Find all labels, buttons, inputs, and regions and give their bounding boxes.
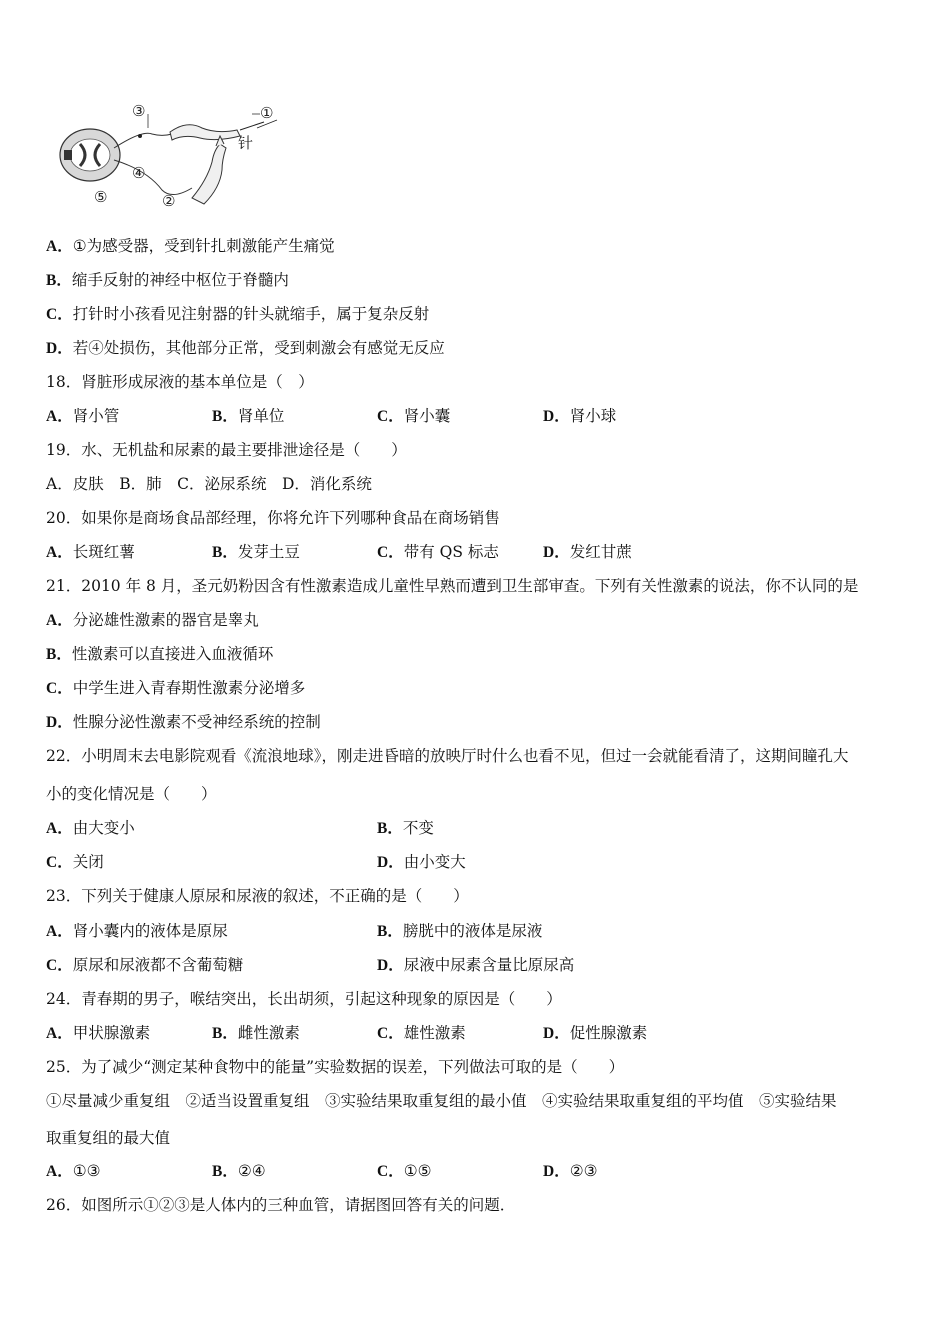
q25-choices-line2: 取重复组的最大值: [46, 1129, 171, 1147]
q17-option-a: A．①为感受器，受到针扎刺激能产生痛觉: [46, 237, 335, 255]
q25-stem: 25．为了减少“测定某种食物中的能量”实验数据的误差，下列做法可取的是（ ）: [46, 1058, 625, 1076]
reflex-arc-diagram: [52, 100, 292, 218]
q26-stem: 26．如图所示①②③是人体内的三种血管，请据图回答有关的问题．: [46, 1196, 516, 1214]
exam-page: ③ ① 针 ④ ⑤ ② A．①为感受器，受到针扎刺激能产生痛觉 B．缩手反射的神经中枢位于脊髓内 C．打针时小孩看见注射器的针头就缩手，属于复杂反射 D．若④处损伤，其他部分正常，受到刺激会有感觉无反应 18．肾脏形成尿液的基本单位是（ ） A．肾小管 B．肾单位 C．肾小囊 D．肾小球 19．水、无机盐和尿素的最主要排泄途径是（ ） A．皮肤 B．肺 C．泌尿系统 D．消化系统 20．如果你是商场食品部经理，你将允许下列哪种食品在商场销售 A．长斑红薯 B．发芽土豆 C．带有 QS 标志 D．发红甘蔗 21．2010 年 8 月，圣元奶粉因含有性激素造成儿童性早熟而遭到卫生部审查。下列有关性激素的说法，你不认同的是 A．分泌雄性激素的器官是睾丸 B．性激素可以直接进入血液循环 C．中学生进入青春期性激素分泌增多 D．性腺分泌性激素不受神经系统的控制 22．小明周末去电影院观看《流浪地球》，刚走进昏暗的放映厅时什么也看不见，但过一会就能看清了，这期间瞳孔大 小的变化情况是（ ） A．由大变小 B．不变 C．关闭 D．由小变大 23．下列关于健康人原尿和尿液的叙述，不正确的是（ ） A．肾小囊内的液体是原尿 B．膀胱中的液体是尿液 C．原尿和尿液都不含葡萄糖 D．尿液中尿素含量比原尿高 24．青春期的男子，喉结突出，长出胡须，引起这种现象的原因是（ ） A．甲状腺激素 B．雌性激素 C．雄性激素 D．促性腺激素 25．为了减少“测定某种食物中的能量”实验数据的误差，下列做法可取的是（ ） ①尽量减少重复组 ②适当设置重复组 ③实验结果取重复组的最小值 ④实验结果取重复组的平均值 ⑤实验结果 取重复组的最大值 A．①③ B．②④ C．①⑤ D．②③ 26．如图所示①②③是人体内的三种血管，请据图回答有关的问题．: [46, 102, 859, 1214]
reflex-arc-figure: [52, 100, 292, 218]
label-5: ⑤: [94, 188, 108, 206]
label-2: ②: [162, 192, 176, 210]
q17-option-c: C．打针时小孩看见注射器的针头就缩手，属于复杂反射: [46, 305, 430, 323]
label-3: ③: [132, 102, 146, 120]
q21-option-b: B．性激素可以直接进入血液循环: [46, 645, 274, 663]
q19-options: A．皮肤 B．肺 C．泌尿系统 D．消化系统: [46, 475, 372, 493]
label-4: ④: [132, 164, 146, 182]
q25-choices-line1: ①尽量减少重复组 ②适当设置重复组 ③实验结果取重复组的最小值 ④实验结果取重复组的平均值 ⑤实验结果: [46, 1092, 837, 1110]
q20-stem: 20．如果你是商场食品部经理，你将允许下列哪种食品在商场销售: [46, 509, 500, 527]
q22-stem-line1: 22．小明周末去电影院观看《流浪地球》，刚走进昏暗的放映厅时什么也看不见，但过一会就能看清了，这期间瞳孔大: [46, 747, 849, 765]
q17-option-d: D．若④处损伤，其他部分正常，受到刺激会有感觉无反应: [46, 339, 445, 357]
q18-stem: 18．肾脏形成尿液的基本单位是（ ）: [46, 373, 314, 391]
label-needle: 针: [238, 134, 254, 152]
q21-option-c: C．中学生进入青春期性激素分泌增多: [46, 679, 306, 697]
q19-stem: 19．水、无机盐和尿素的最主要排泄途径是（ ）: [46, 441, 407, 459]
q23-stem: 23．下列关于健康人原尿和尿液的叙述，不正确的是（ ）: [46, 887, 469, 905]
q21-stem: 21．2010 年 8 月，圣元奶粉因含有性激素造成儿童性早熟而遭到卫生部审查。下列有关性激素的说法，你不认同的是: [46, 577, 859, 595]
q21-option-d: D．性腺分泌性激素不受神经系统的控制: [46, 713, 321, 731]
q21-option-a: A．分泌雄性激素的器官是睾丸: [46, 611, 259, 629]
q17-option-b: B．缩手反射的神经中枢位于脊髓内: [46, 271, 289, 289]
label-1: ①: [260, 104, 274, 122]
q24-stem: 24．青春期的男子，喉结突出，长出胡须，引起这种现象的原因是（ ）: [46, 990, 562, 1008]
q22-stem-line2: 小的变化情况是（ ）: [46, 785, 217, 803]
